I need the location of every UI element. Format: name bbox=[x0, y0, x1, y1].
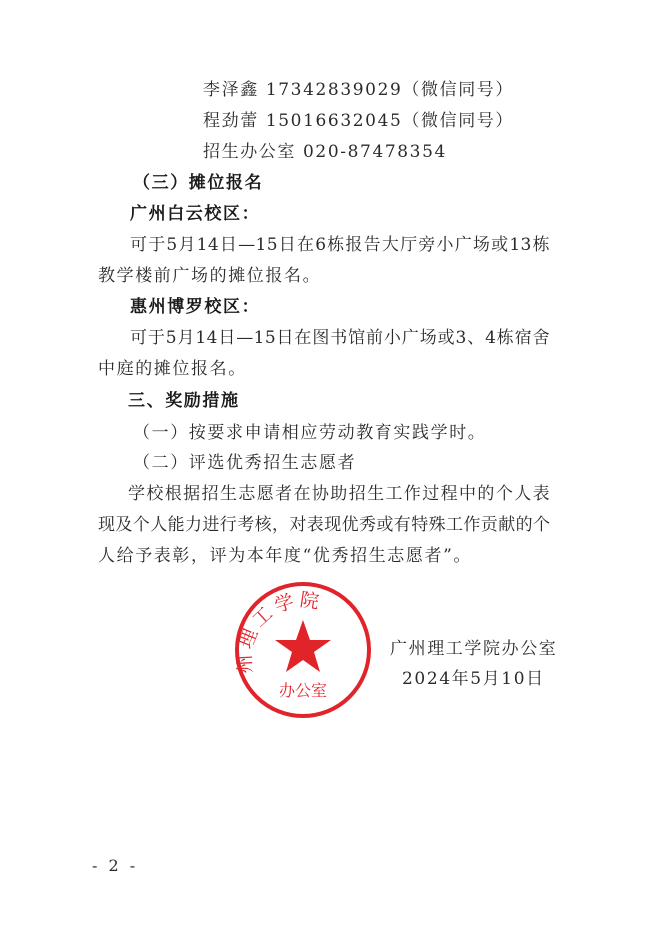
contact-phone: 020-87478354 bbox=[303, 142, 447, 162]
baiyun-line-2: 教学楼前广场的摊位报名。 bbox=[98, 266, 322, 286]
baiyun-title: 广州白云校区： bbox=[130, 204, 261, 224]
page-number: - 2 - bbox=[92, 856, 139, 875]
rewards-heading: 三、奖励措施 bbox=[128, 391, 240, 411]
contact-name: 李泽鑫 bbox=[203, 80, 259, 100]
boluo-title: 惠州博罗校区： bbox=[130, 297, 261, 317]
contact-line-1 bbox=[203, 79, 514, 101]
contact-line-2 bbox=[203, 110, 514, 132]
signature-date: 2024年5月10日 bbox=[402, 669, 545, 689]
contact-phone: 17342839029（微信同号） bbox=[265, 80, 515, 100]
contact-name: 招生办公室 bbox=[203, 142, 296, 162]
contact-phone: 15016632045（微信同号） bbox=[265, 111, 515, 131]
rewards-item-1: （一）按要求申请相应劳动教育实践学时。 bbox=[133, 423, 487, 443]
contact-line-3 bbox=[203, 141, 447, 163]
signature-org: 广州理工学院办公室 bbox=[390, 639, 558, 659]
seal-text: 州理工学院 bbox=[233, 588, 325, 675]
seal-bottom-text: 办公室 bbox=[278, 681, 328, 700]
boluo-line-2: 中庭的摊位报名。 bbox=[98, 359, 247, 379]
section-3-heading: （三）摊位报名 bbox=[133, 173, 264, 193]
rewards-para-line-1: 学校根据招生志愿者在协助招生工作过程中的个人表 bbox=[128, 484, 550, 504]
baiyun-line-1: 可于5月14日—15日在6栋报告大厅旁小广场或13栋 bbox=[130, 235, 550, 255]
rewards-para-line-3: 人给予表彰，评为本年度“优秀招生志愿者”。 bbox=[98, 546, 472, 566]
boluo-line-1: 可于5月14日—15日在图书馆前小广场或3、4栋宿舍 bbox=[130, 328, 550, 348]
official-seal bbox=[228, 578, 378, 728]
contact-name: 程劲蕾 bbox=[203, 111, 259, 131]
rewards-item-2: （二）评选优秀招生志愿者 bbox=[133, 453, 357, 473]
rewards-para-line-2: 现及个人能力进行考核，对表现优秀或有特殊工作贡献的个 bbox=[98, 515, 551, 535]
star-icon bbox=[275, 620, 331, 672]
